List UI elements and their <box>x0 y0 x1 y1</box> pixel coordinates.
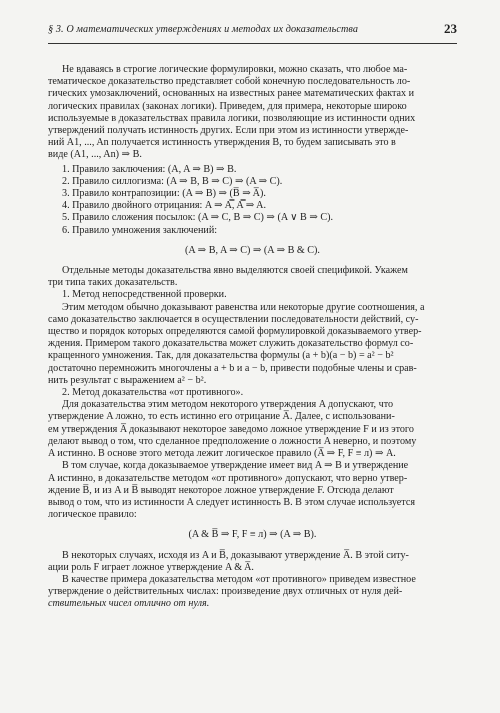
text-line: три типа таких доказательств. <box>48 277 178 289</box>
rule-item: 5. Правило сложения посылок: (A ⇒ C, B ⇒ C) ⇒ (A ∨ B ⇒ C). <box>62 212 333 224</box>
text-line: утверждений получать истинность других. Если при этом из истинности утвержде- <box>48 125 409 137</box>
text-line: A истинно. В основе этого метода лежит логическое правило (A̅ ⇒ F, F ≡ л) ⇒ A. <box>48 448 396 460</box>
text-line: ждения. Примером такого доказательства может служить доказательство формул со- <box>48 338 414 350</box>
rule-item: 2. Правило силлогизма: (A ⇒ B, B ⇒ C) ⇒ (A ⇒ C). <box>62 175 283 187</box>
method2-paragraph-2 <box>48 460 457 521</box>
text-line: ем утверждения A̅ доказывают некоторое заведомо ложное утверждение F и из этого <box>48 423 414 435</box>
method2-paragraph <box>48 399 457 460</box>
methods-intro <box>48 265 457 289</box>
formula-multiplication: (A ⇒ B, A ⇒ C) ⇒ (A ⇒ B & C). <box>185 244 320 256</box>
rule-item: 6. Правило умножения заключений: <box>62 224 218 236</box>
text-line: кращенного умножения. Так, для доказательства формулы (a + b)(a − b) = a² − b² <box>48 350 394 362</box>
text-line: ний A1, ..., An получается истинность утверждения B, то будем записывать это в <box>48 137 396 149</box>
text-line: щество и порядок которых определяются самой формулировкой доказываемого утвер- <box>48 326 422 338</box>
text-line: A истинно, в доказательстве методом «от противного» допускают, что верно утвер- <box>48 472 408 484</box>
text-line: вывод о том, что из истинности A следует истинность B. В этом случае используется <box>48 496 415 508</box>
text-line: достаточно перемножить многочлены a + b и a − b, привести подобные члены и срав- <box>48 362 417 374</box>
rule-item: 1. Правило заключения: (A, A ⇒ B) ⇒ B. <box>62 163 237 175</box>
text-line: само доказательство заключается в осуществлении последовательности действий, су- <box>48 313 419 325</box>
tail-paragraph-1 <box>48 550 457 574</box>
rule-item: 3. Правило контрапозиции: (A ⇒ B) ⇒ (B̅ ⇒ A̅). <box>62 188 266 200</box>
method1-title: 1. Метод непосредственной проверки. <box>62 289 227 301</box>
text-line: делают вывод о том, что сделанное предположение о ложности A неверно, и поэтому <box>48 435 417 447</box>
page-body <box>48 64 457 611</box>
text-line: ждение B̅, и из A и B̅ выводят некоторое ложное утверждение F. Отсюда делают <box>48 484 394 496</box>
text-line: Этим методом обычно доказывают равенства или некоторые другие соотношения, а <box>62 301 425 313</box>
text-line: утверждение о действительных числах: произведение двух отличных от нуля дей- <box>48 586 403 598</box>
formula-contradiction: (A & B̅ ⇒ F, F ≡ л) ⇒ (A ⇒ B). <box>188 529 317 541</box>
section-title: § 3. О математических утверждениях и методах их доказательства <box>48 24 359 35</box>
text-line: ствительных чисел отлично от нуля. <box>48 598 210 610</box>
text-line: тематическое доказательство представляет собой конечную последовательность ло- <box>48 76 411 88</box>
text-line: логических правилах (законах логики). Приведем, для примера, некоторые широко <box>48 100 407 112</box>
rule-item: 4. Правило двойного отрицания: A ⇒ A̿, A̿ ⇒ A. <box>62 200 267 212</box>
text-line: В том случае, когда доказываемое утверждение имеет вид A ⇒ B и утверждение <box>62 460 409 472</box>
text-line: логическое правило: <box>48 509 137 521</box>
text-line: используемые в доказательствах правила логики, позволяющие из истинности одних <box>48 112 416 124</box>
running-header <box>48 21 457 44</box>
method1-paragraph <box>48 302 457 387</box>
text-line: утверждение A ложно, то есть истинно его отрицание A̅. Далее, с использовани- <box>48 411 395 423</box>
text-line: Не вдаваясь в строгие логические формулировки, можно сказать, что любое ма- <box>62 64 408 75</box>
text-line: виде (A1, ..., An) ⇒ B. <box>48 149 142 161</box>
text-line: Отдельные методы доказательства явно выделяются своей спецификой. Укажем <box>62 265 408 277</box>
text-line: Для доказательства этим методом некоторого утверждения A допускают, что <box>62 399 394 411</box>
rules-list <box>48 164 457 237</box>
text-line: гических умозаключений, основанных на известных ранее математических фактах и <box>48 88 415 100</box>
text-line: ации роль F играет ложное утверждение A & A̅. <box>48 561 254 573</box>
text-line: нить результат с выражением a² − b². <box>48 374 207 386</box>
text-line: В качестве примера доказательства методом «от противного» приведем известное <box>62 573 416 585</box>
page-number: 23 <box>444 21 457 36</box>
method2-title: 2. Метод доказательства «от противного». <box>62 387 244 399</box>
tail-paragraph-2 <box>48 574 457 611</box>
intro-paragraph <box>48 64 457 162</box>
text-line: В некоторых случаях, исходя из A и B̅, доказывают утверждение A̅. В этой ситу- <box>62 549 409 561</box>
